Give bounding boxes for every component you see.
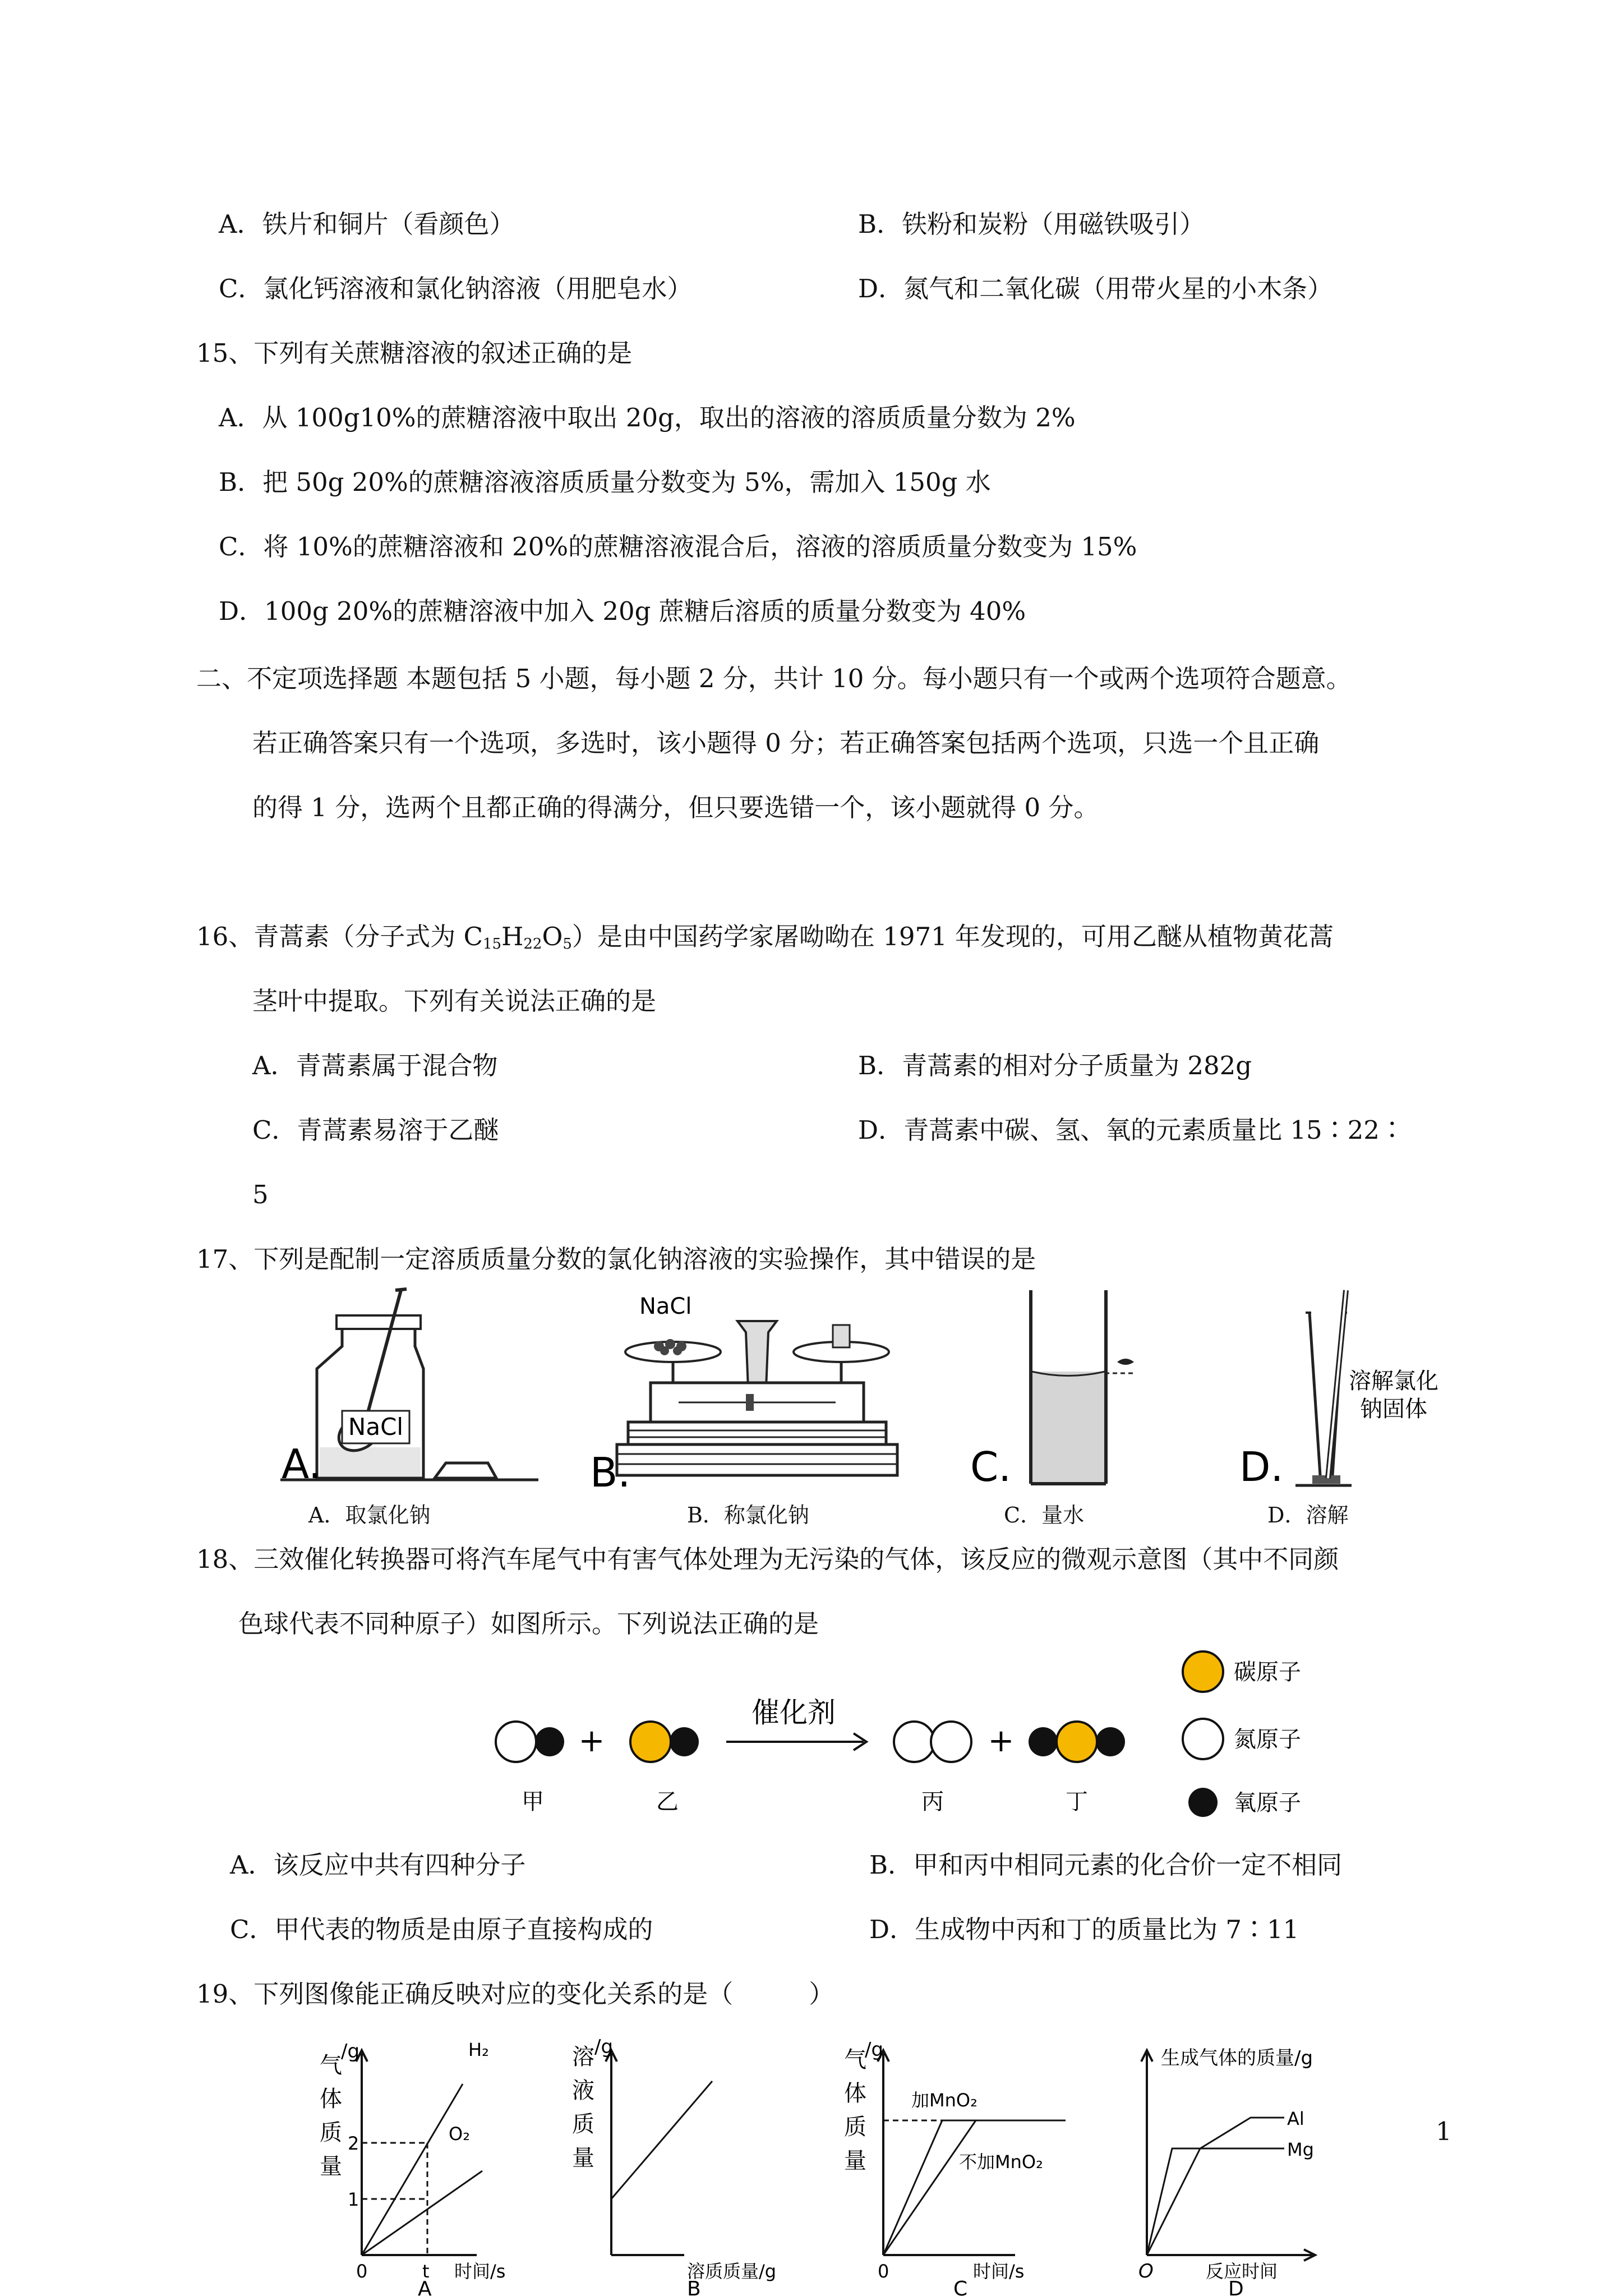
graph-b-ylabel-2: 液 — [572, 2078, 594, 2104]
graph-c-with-mno2-line — [883, 2120, 942, 2255]
section2-line1: 二、不定项选择题 本题包括 5 小题，每小题 2 分，共计 10 分。每小题只有一个或两个选项符合题意。 — [196, 664, 1352, 693]
graph-d-mg-line — [1147, 2148, 1284, 2255]
q15-option-d: D．100g 20%的蔗糖溶液中加入 20g 蔗糖后溶质的质量分数变为 40% — [219, 596, 1026, 626]
q17-caption-a: A．取氯化钠 — [308, 1503, 431, 1527]
q17-caption-b: B．称氯化钠 — [687, 1503, 809, 1527]
q14-option-a: A．铁片和铜片（看颜色） — [219, 209, 515, 239]
graph-b-letter: B — [687, 2277, 701, 2296]
graph-c-with-label: 加MnO₂ — [911, 2090, 978, 2111]
plus-sign-2: + — [988, 1723, 1015, 1759]
graph-c-without-label: 不加MnO₂ — [959, 2151, 1043, 2173]
legend-oxygen-label: 氧原子 — [1234, 1790, 1301, 1816]
graph-d-xlabel: 反应时间 — [1206, 2261, 1278, 2282]
q15-option-c: C．将 10%的蔗糖溶液和 20%的蔗糖溶液混合后，溶液的溶质质量分数变为 15% — [219, 532, 1137, 562]
q15-stem: 15、下列有关蔗糖溶液的叙述正确的是 — [196, 338, 633, 368]
q18-option-b: B．甲和丙中相同元素的化合价一定不相同 — [869, 1850, 1343, 1880]
q17-fig-d-label-line2: 钠固体 — [1360, 1396, 1427, 1422]
q17-figure-a-reagent-bottle — [275, 1285, 544, 1492]
graph-a-ylabel-2: 体 — [320, 2086, 342, 2112]
graph-c-yunit: /g — [865, 2039, 884, 2061]
q17-fig-b-letter: B. — [590, 1449, 631, 1496]
q16-option-c: C．青蒿素易溶于乙醚 — [252, 1115, 499, 1145]
graph-d-ylabel: 生成气体的质量/g — [1161, 2047, 1313, 2069]
q14-option-c: C．氯化钙溶液和氯化钠溶液（用肥皂水） — [219, 274, 693, 303]
q15-option-a: A．从 100g10%的蔗糖溶液中取出 20g，取出的溶液的溶质质量分数为 2% — [219, 403, 1076, 432]
graph-c-ylabel-3: 质 — [844, 2114, 866, 2140]
legend-nitrogen-label: 氮原子 — [1234, 1727, 1301, 1752]
graph-b-yunit: /g — [594, 2036, 614, 2058]
q16-option-d: D．青蒿素中碳、氢、氧的元素质量比 15∶22∶ — [858, 1115, 1405, 1145]
graph-d-mg-label: Mg — [1287, 2139, 1314, 2160]
q17-figure-c-cylinder — [970, 1290, 1138, 1498]
q16-option-b: B．青蒿素的相对分子质量为 282g — [858, 1051, 1252, 1080]
graph-a-tick-2: 2 — [348, 2133, 359, 2154]
q16-stem-line1: 16、青蒿素（分子式为 $C_{15}H_{22}O_5$）是由中国药学家屠呦呦在 1971 年发现的，可用乙醚从植物黄花蒿 — [196, 922, 1334, 953]
legend-carbon-label: 碳原子 — [1234, 1659, 1301, 1685]
legend-nitrogen-icon — [1183, 1719, 1223, 1759]
q19-stem: 19、下列图像能正确反映对应的变化关系的是（ ） — [196, 1979, 834, 2009]
graph-b-line — [611, 2081, 712, 2199]
graph-c-ylabel-2: 体 — [844, 2081, 866, 2106]
catalyst-label: 催化剂 — [751, 1696, 836, 1729]
section2-line2: 若正确答案只有一个选项，多选时，该小题得 0 分；若正确答案包括两个选项，只选一个且正确 — [252, 728, 1320, 758]
graph-d-origin: O — [1138, 2260, 1154, 2283]
bing-nitrogen-atom-2 — [931, 1722, 971, 1762]
q18-stem-line2: 色球代表不同种原子）如图所示。下列说法正确的是 — [238, 1609, 819, 1639]
label-ding: 丁 — [1066, 1789, 1088, 1815]
q16-stem-line2: 茎叶中提取。下列有关说法正确的是 — [252, 986, 657, 1016]
q17-fig-c-letter: C. — [970, 1443, 1012, 1490]
graph-a-origin: 0 — [356, 2261, 368, 2282]
graph-c-xlabel: 时间/s — [973, 2261, 1025, 2282]
graph-a-letter: A — [418, 2277, 432, 2296]
label-yi: 乙 — [656, 1789, 679, 1815]
q16-option-d-continued: 5 — [252, 1180, 269, 1209]
q15-option-b: B．把 50g 20%的蔗糖溶液溶质质量分数变为 5%，需加入 150g 水 — [219, 467, 991, 497]
label-bing: 丙 — [921, 1789, 944, 1815]
q16-option-a: A．青蒿素属于混合物 — [252, 1051, 498, 1080]
q18-option-c: C．甲代表的物质是由原子直接构成的 — [230, 1915, 653, 1944]
section2-line3: 的得 1 分，选两个且都正确的得满分，但只要选错一个，该小题就得 0 分。 — [252, 793, 1099, 822]
graph-a-t: t — [422, 2261, 430, 2282]
graph-c-without-mno2-line — [883, 2120, 976, 2255]
q17-figure-b-balance — [590, 1290, 909, 1498]
q17-fig-d-letter: D. — [1239, 1443, 1284, 1490]
q19-graph-c — [841, 2031, 1099, 2294]
jia-nitrogen-atom — [496, 1722, 536, 1762]
graph-b-xlabel: 溶质质量/g — [687, 2261, 777, 2282]
ding-oxygen-atom-2 — [1096, 1727, 1125, 1756]
q19-graph-a — [308, 2031, 550, 2294]
graph-b-ylabel-3: 质 — [572, 2111, 594, 2137]
graph-c-ylabel-1: 气 — [844, 2047, 866, 2073]
yi-oxygen-atom — [670, 1727, 699, 1756]
q18-option-d: D．生成物中丙和丁的质量比为 7∶11 — [869, 1915, 1299, 1944]
graph-c-letter: C — [953, 2277, 968, 2296]
q17-caption-c: C．量水 — [1004, 1503, 1085, 1527]
graph-a-o2-label: O₂ — [449, 2123, 471, 2145]
graph-c-ylabel-4: 量 — [844, 2148, 866, 2174]
yi-carbon-atom — [630, 1722, 671, 1762]
q18-option-a: A．该反应中共有四种分子 — [230, 1850, 526, 1880]
graph-a-tick-1: 1 — [348, 2189, 359, 2210]
q19-graph-d — [1122, 2031, 1368, 2294]
graph-a-ylabel-3: 质 — [320, 2120, 342, 2146]
graph-a-h2-label: H₂ — [468, 2039, 489, 2060]
plus-sign-1: + — [578, 1723, 605, 1759]
ding-oxygen-atom-1 — [1029, 1727, 1058, 1756]
graph-d-al-line — [1147, 2118, 1284, 2255]
graph-a-ylabel-4: 量 — [320, 2154, 342, 2179]
q17-fig-d-label-line1: 溶解氯化 — [1349, 1368, 1438, 1394]
graph-a-h2-line — [362, 2084, 463, 2255]
q14-option-d: D．氮气和二氧化碳（用带火星的小木条） — [858, 274, 1333, 303]
bing-nitrogen-atom-1 — [894, 1722, 934, 1762]
graph-c-origin: 0 — [878, 2261, 889, 2282]
graph-a-o2-line — [362, 2171, 482, 2255]
q17-fig-a-letter: A. — [282, 1441, 321, 1488]
q14-option-b: B．铁粉和炭粉（用磁铁吸引） — [858, 209, 1205, 239]
graph-b-ylabel-1: 溶 — [572, 2044, 594, 2070]
graph-d-al-label: Al — [1287, 2108, 1304, 2129]
q19-graph-b — [572, 2031, 819, 2294]
q18-reaction-diagram — [477, 1644, 1385, 1823]
q17-fig-a-nacl-label: NaCl — [348, 1413, 404, 1441]
q18-stem-line1: 18、三效催化转换器可将汽车尾气中有害气体处理为无污染的气体，该反应的微观示意图（其中不同颜 — [196, 1544, 1339, 1574]
legend-carbon-icon — [1183, 1651, 1223, 1692]
q17-caption-d: D．溶解 — [1267, 1503, 1349, 1527]
page-number: 1 — [1436, 2116, 1452, 2146]
q17-fig-b-nacl-label: NaCl — [639, 1294, 692, 1319]
graph-b-ylabel-4: 量 — [572, 2145, 594, 2171]
q17-stem: 17、下列是配制一定溶质质量分数的氯化钠溶液的实验操作，其中错误的是 — [196, 1244, 1036, 1274]
q17-figure-d-dissolve — [1239, 1290, 1464, 1498]
graph-a-ylabel-1: 气 — [320, 2053, 342, 2078]
graph-a-xlabel: 时间/s — [454, 2261, 506, 2282]
graph-d-letter: D — [1228, 2277, 1244, 2296]
legend-oxygen-icon — [1188, 1788, 1218, 1817]
ding-carbon-atom — [1057, 1722, 1097, 1762]
label-jia: 甲 — [522, 1789, 544, 1815]
graph-a-yunit: /g — [341, 2040, 360, 2063]
jia-oxygen-atom — [535, 1727, 564, 1756]
